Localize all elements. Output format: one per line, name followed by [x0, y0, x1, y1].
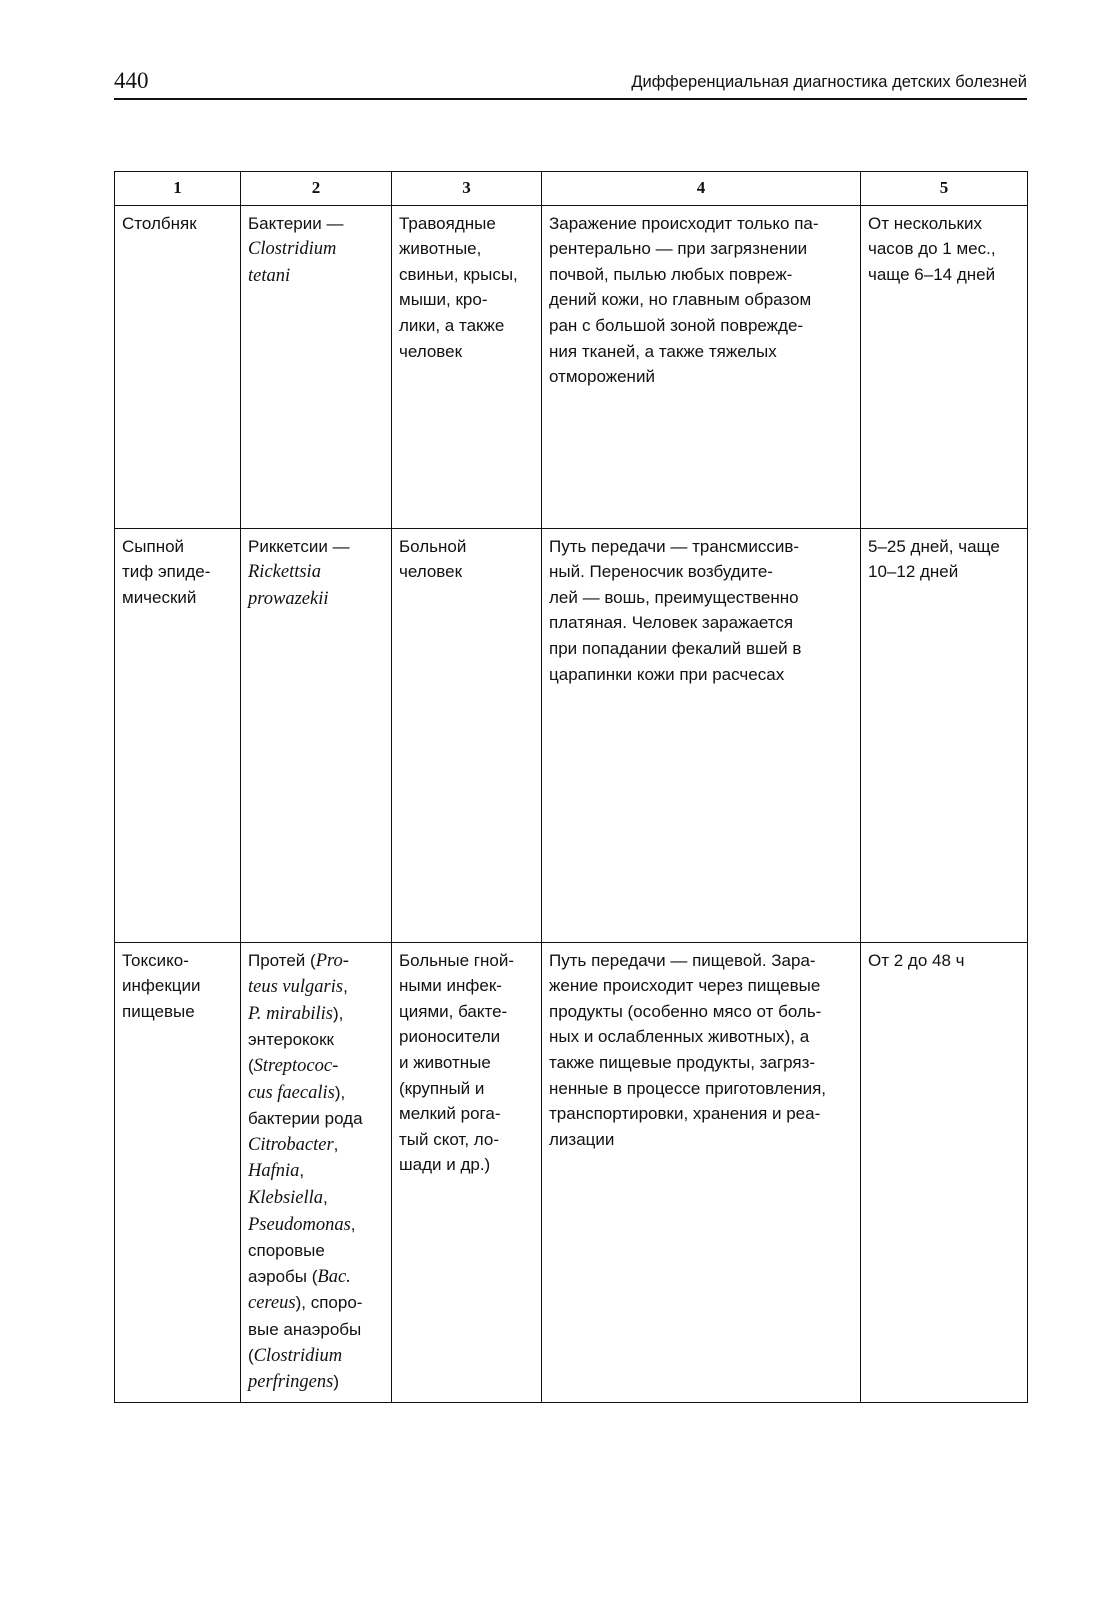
table-row — [115, 528, 1028, 942]
latin-name: P. mirabilis — [248, 1003, 333, 1024]
pathogen-fragment: Риккетсии — — [248, 536, 350, 556]
latin-name: Citrobacter — [248, 1134, 334, 1155]
source-cell — [392, 942, 542, 1402]
page-number: 440 — [114, 68, 149, 93]
pathogen-fragment: ), энтерококк ( — [248, 1003, 344, 1075]
disease-cell — [115, 205, 241, 528]
pathogen-fragment: , — [323, 1187, 328, 1207]
disease-name: Сыпной тиф эпиде- мический — [122, 536, 211, 607]
transmission-cell — [542, 205, 861, 528]
pathogen-text — [248, 211, 384, 290]
column-number-row — [115, 172, 1028, 206]
column-header-2: 2 — [241, 172, 392, 206]
incubation-cell — [861, 942, 1028, 1402]
pathogen-cell — [241, 205, 392, 528]
source-text: Травоядные животные, свиньи, крысы, мыши, кро- лики, а также человек — [399, 213, 518, 361]
pathogen-fragment: , — [333, 1134, 339, 1154]
latin-name: Bac. cereus — [248, 1266, 351, 1314]
pathogen-text — [248, 534, 384, 613]
pathogen-fragment: Бактерии — — [248, 213, 344, 233]
incubation-text: От нескольких часов до 1 мес., чаще 6–14 дней — [868, 213, 996, 284]
table-row — [115, 205, 1028, 528]
latin-name: Clostridium perfringens — [248, 1345, 343, 1393]
data-table — [114, 171, 1028, 1403]
incubation-cell — [861, 205, 1028, 528]
incubation-text: 5–25 дней, чаще 10–12 дней — [868, 536, 1000, 582]
column-header-1: 1 — [115, 172, 241, 206]
pathogen-fragment: , — [299, 1161, 305, 1181]
running-title: Дифференциальная диагностика детских болезней — [631, 73, 1027, 91]
source-text: Больные гной- ными инфек- циями, бакте- рионосители и животные (крупный и мелкий рога- тый скот, ло- шади и др.) — [399, 950, 514, 1175]
pathogen-fragment: ), бактерии рода — [248, 1082, 363, 1129]
transmission-cell — [542, 942, 861, 1402]
transmission-text: Путь передачи — пищевой. Зара- жение происходит через пищевые продукты (особенно мясо от боль- ных и ослабленных животных), а также пищевые продукты, загряз- ненные в процессе приготовления, транспортировки, хранения и реа- лизации — [549, 950, 827, 1149]
source-cell — [392, 205, 542, 528]
pathogen-fragment: , — [343, 977, 348, 997]
transmission-text: Путь передачи — трансмиссив- ный. Переносчик возбудите- лей — вошь, преимущественно платяная. Человек заражается при попадании фекалий вшей в царапинки кожи при расчесах — [549, 536, 802, 684]
latin-name: Hafnia — [248, 1161, 300, 1182]
table-row — [115, 942, 1028, 1402]
pathogen-fragment: , споровые аэробы ( — [248, 1214, 356, 1286]
latin-name: Pseudomonas — [248, 1214, 351, 1235]
latin-name: Clostridium tetani — [248, 239, 337, 286]
pathogen-fragment: Протей ( — [248, 950, 316, 970]
transmission-cell — [542, 528, 861, 942]
latin-name: Rickettsia prowazekii — [248, 562, 329, 609]
pathogen-cell — [241, 528, 392, 942]
incubation-cell — [861, 528, 1028, 942]
column-header-3: 3 — [392, 172, 542, 206]
disease-cell — [115, 942, 241, 1402]
column-header-4: 4 — [542, 172, 861, 206]
latin-name: Streptococ- cus faecalis — [248, 1055, 339, 1103]
pathogen-cell — [241, 942, 392, 1402]
transmission-text: Заражение происходит только па- рентерально — при загрязнении почвой, пылью любых повреж- дений кожи, но главным образом ран с большой зоной поврежде- ния тканей, а также тяжелых отморожений — [549, 213, 819, 387]
pathogen-fragment: ) — [333, 1372, 339, 1392]
source-text: Больной человек — [399, 536, 467, 582]
pathogen-fragment: ), споро- вые анаэробы ( — [248, 1293, 363, 1365]
source-cell — [392, 528, 542, 942]
latin-name: Klebsiella — [248, 1187, 324, 1208]
disease-cell — [115, 528, 241, 942]
header-rule — [114, 98, 1027, 100]
pathogen-text — [248, 948, 384, 1396]
column-header-5: 5 — [861, 172, 1028, 206]
disease-name: Токсико- инфекции пищевые — [122, 950, 201, 1021]
latin-name: Pro- teus vulgaris — [248, 950, 349, 998]
incubation-text: От 2 до 48 ч — [868, 950, 965, 970]
disease-name: Столбняк — [122, 213, 197, 233]
